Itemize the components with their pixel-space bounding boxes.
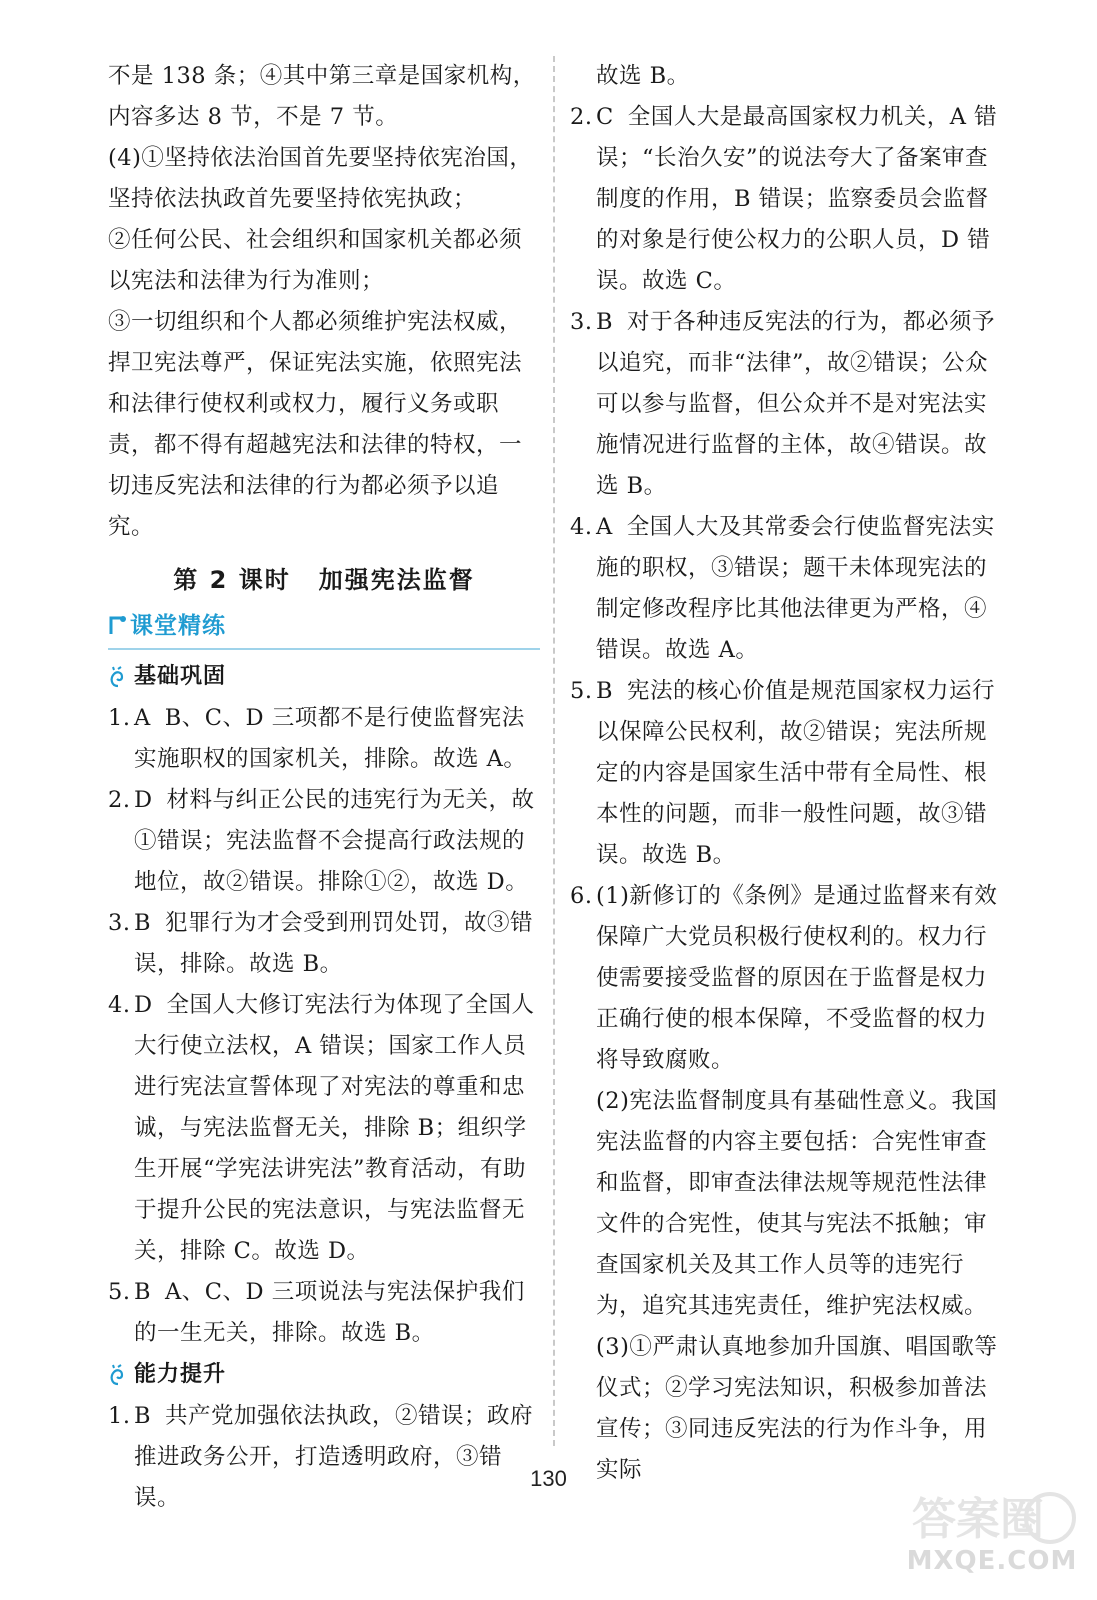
answer-item-6 [570,876,1006,1081]
answer-letter: C [596,104,614,130]
answer-item [108,780,540,903]
explanation: 共产党加强依法执政，②错误；政府推进政务公开，打造透明政府，③错误。 [134,1403,534,1511]
answer-paragraph [570,1081,1006,1327]
answer-letter: B [596,678,614,704]
answer-letter: B [134,1403,152,1429]
explanation: 全国人大及其常委会行使监督宪法实施的职权，③错误；题干未体现宪法的制定修改程序比其他法律更为严格，④错误。故选 A。 [596,514,995,663]
answer-letter: B [134,910,152,936]
item-number: 4. [570,514,593,540]
explanation: B、C、D 三项都不是行使监督宪法实施职权的国家机关，排除。故选 A。 [134,705,527,772]
explanation: 材料与纠正公民的违宪行为无关，故①错误；宪法监督不会提高行政法规的地位，故②错误。排除①②，故选 D。 [134,787,535,895]
answer-letter: B [596,309,614,335]
explanation: 犯罪行为才会受到刑罚处罚，故③错误，排除。故选 B。 [134,910,534,977]
answer-letter: B [134,1279,152,1305]
answer-item [570,97,1006,302]
item-number: 1. [108,705,131,731]
item-number: 5. [108,1279,131,1305]
item-number: 2. [570,104,593,130]
answer-letter: D [134,787,153,813]
swirl-icon [108,666,128,688]
answer-letter: A [134,705,151,731]
lesson-title [108,558,540,602]
subheading-ability [108,1354,540,1396]
section-mark-icon [108,614,128,636]
lesson-name: 加强宪法监督 [318,566,475,594]
explanation: (2)宪法监督制度具有基础性意义。我国宪法监督的内容主要包括：合宪性审查和监督，即审查法律法规等规范性法律文件的合宪性，使其与宪法不抵触；审查国家机关及其工作人员等的违宪行为，追究其违宪责任，维护宪法权威。 [596,1088,998,1319]
continuation: 故选 B。 [596,63,690,89]
explanation: (3)①严肃认真地参加升国旗、唱国歌等仪式；②学习宪法知识，积极参加普法宣传；③同违反宪法的行为作斗争，用实际 [596,1334,998,1483]
watermark-logo: 答案圈 [912,1494,1044,1545]
subheading-basic [108,656,540,698]
answer-item [108,903,540,985]
paragraph: (4)①坚持依法治国首先要坚持依宪治国，坚持依法执政首先要坚持依宪执政； [108,145,533,212]
answer-item [108,1272,540,1354]
column-divider [553,56,555,1446]
paragraph: 不是 138 条；④其中第三章是国家机构，内容多达 8 节，不是 7 节。 [108,63,536,130]
left-column [108,56,540,1519]
watermark [900,1488,1080,1593]
answer-letter: D [134,992,153,1018]
item-number: 2. [108,787,131,813]
right-column [570,56,1006,1491]
answer-item [108,985,540,1272]
explanation: 全国人大是最高国家权力机关，A 错误；“长治久安”的说法夸大了备案审查制度的作用，B 错误；监察委员会监督的对象是行使公权力的公职人员，D 错误。故选 C。 [596,104,998,294]
item-number: 4. [108,992,131,1018]
answer-item [570,302,1006,507]
explanation: 宪法的核心价值是规范国家权力运行以保障公民权利，故②错误；宪法所规定的内容是国家生活中带有全局性、根本性的问题，而非一般性问题，故③错误。故选 B。 [596,678,996,868]
item-number: 3. [570,309,593,335]
subheading-label: 基础巩固 [134,664,227,689]
watermark-logo-icon [900,1488,1080,1548]
explanation: A、C、D 三项说法与宪法保护我们的一生无关，排除。故选 B。 [134,1279,525,1346]
swirl-icon [108,1364,128,1386]
lesson-number: 第 2 课时 [173,566,291,594]
explanation: (1)新修订的《条例》是通过监督来有效保障广大党员积极行使权利的。权力行使需要接受监督的原因在于监督是权力正确行使的根本保障，不受监督的权力将导致腐败。 [596,883,998,1073]
item-number: 1. [108,1403,131,1429]
answer-letter: A [596,514,613,540]
answer-item [570,507,1006,671]
subheading-label: 能力提升 [134,1362,227,1387]
paragraph: ②任何公民、社会组织和国家机关都必须以宪法和法律为行为准则； [108,227,523,294]
section-heading [108,606,540,650]
answer-item [108,1396,540,1519]
paragraph: ③一切组织和个人都必须维护宪法权威，捍卫宪法尊严，保证宪法实施，依照宪法和法律行使权利或权力，履行义务或职责，都不得有超越宪法和法律的特权，一切违反宪法和法律的行为都必须予以追究。 [108,309,523,540]
explanation: 对于各种违反宪法的行为，都必须予以追究，而非“法律”，故②错误；公众可以参与监督，但公众并不是对宪法实施情况进行监督的主体，故④错误。故选 B。 [596,309,996,499]
explanation: 全国人大修订宪法行为体现了全国人大行使立法权，A 错误；国家工作人员进行宪法宣誓体现了对宪法的尊重和忠诚，与宪法监督无关，排除 B；组织学生开展“学宪法讲宪法”教育活动，有助于提升公民的宪法意识，与宪法监督无关，排除 C。故选 D。 [134,992,535,1264]
item-number: 5. [570,678,593,704]
page-number: 130 [530,1466,567,1491]
item-number: 3. [108,910,131,936]
section-heading-label: 课堂精练 [130,613,226,639]
watermark-text: MXQE.COM [906,1546,1078,1576]
answer-item [108,698,540,780]
item-number: 6. [570,883,593,909]
answer-item [570,671,1006,876]
